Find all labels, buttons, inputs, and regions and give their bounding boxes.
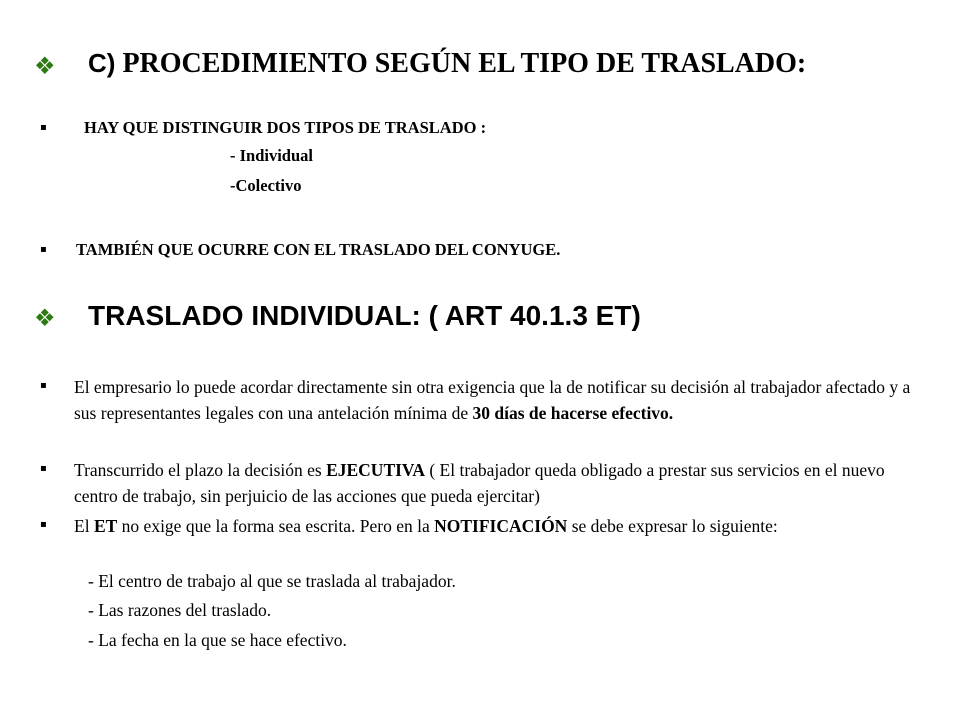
text-run: ( El trabajador queda obligado a prestar sus servicios en el nuevo centro de trabajo, sin perjuicio de las acciones que pueda ejercitar) bbox=[74, 460, 885, 506]
square-bullet-icon: ▪ bbox=[40, 244, 47, 255]
text-run: Transcurrido el plazo la decisión es bbox=[74, 460, 327, 480]
text-run: El bbox=[74, 516, 94, 536]
text-run: no exige que la forma sea escrita. Pero en la bbox=[117, 516, 435, 536]
text-run: El empresario lo puede acordar directamente sin otra exigencia que la de notificar su decisión al trabajador afectado y a sus representantes legales con una antelación mínima de bbox=[74, 377, 911, 423]
square-bullet-icon: ▪ bbox=[40, 122, 47, 133]
heading-title: TRASLADO INDIVIDUAL: ( ART 40.1.3 ET) bbox=[88, 300, 641, 331]
bold-run: ET bbox=[93, 516, 118, 536]
intro-line-conyuge: TAMBIÉN QUE OCURRE CON EL TRASLADO DEL CONYUGE. bbox=[76, 240, 561, 259]
sub-item-razones: - Las razones del traslado. bbox=[88, 600, 272, 620]
bold-run: NOTIFICACIÓN bbox=[434, 516, 568, 536]
type-individual: - Individual bbox=[230, 146, 313, 165]
heading-prefix: C) bbox=[88, 48, 116, 78]
square-bullet-icon: ▪ bbox=[40, 519, 47, 530]
square-bullet-icon: ▪ bbox=[40, 463, 47, 474]
sub-item-centro: - El centro de trabajo al que se traslada al trabajador. bbox=[88, 571, 456, 591]
bold-run: EJECUTIVA bbox=[326, 460, 425, 480]
type-colectivo: -Colectivo bbox=[230, 176, 302, 195]
intro-line-distinguir: HAY QUE DISTINGUIR DOS TIPOS DE TRASLADO : bbox=[84, 118, 487, 137]
heading-title: PROCEDIMIENTO SEGÚN EL TIPO DE TRASLADO: bbox=[115, 48, 807, 79]
list-item-text bbox=[74, 457, 920, 509]
list-item-text bbox=[74, 374, 920, 426]
list-item-ejecutiva bbox=[40, 457, 920, 509]
square-bullet-icon: ▪ bbox=[40, 380, 47, 391]
diamond-bullet-icon: ❖ bbox=[34, 306, 56, 332]
list-item-notificacion bbox=[40, 374, 920, 426]
heading-text bbox=[88, 48, 806, 80]
text-run: se debe expresar lo siguiente: bbox=[567, 516, 778, 536]
sub-item-fecha: - La fecha en la que se hace efectivo. bbox=[88, 630, 347, 650]
list-item-text bbox=[74, 513, 920, 539]
diamond-bullet-icon: ❖ bbox=[34, 54, 56, 80]
bold-run: 30 días de hacerse efectivo. bbox=[472, 403, 674, 423]
list-item-forma-escrita bbox=[40, 513, 920, 539]
